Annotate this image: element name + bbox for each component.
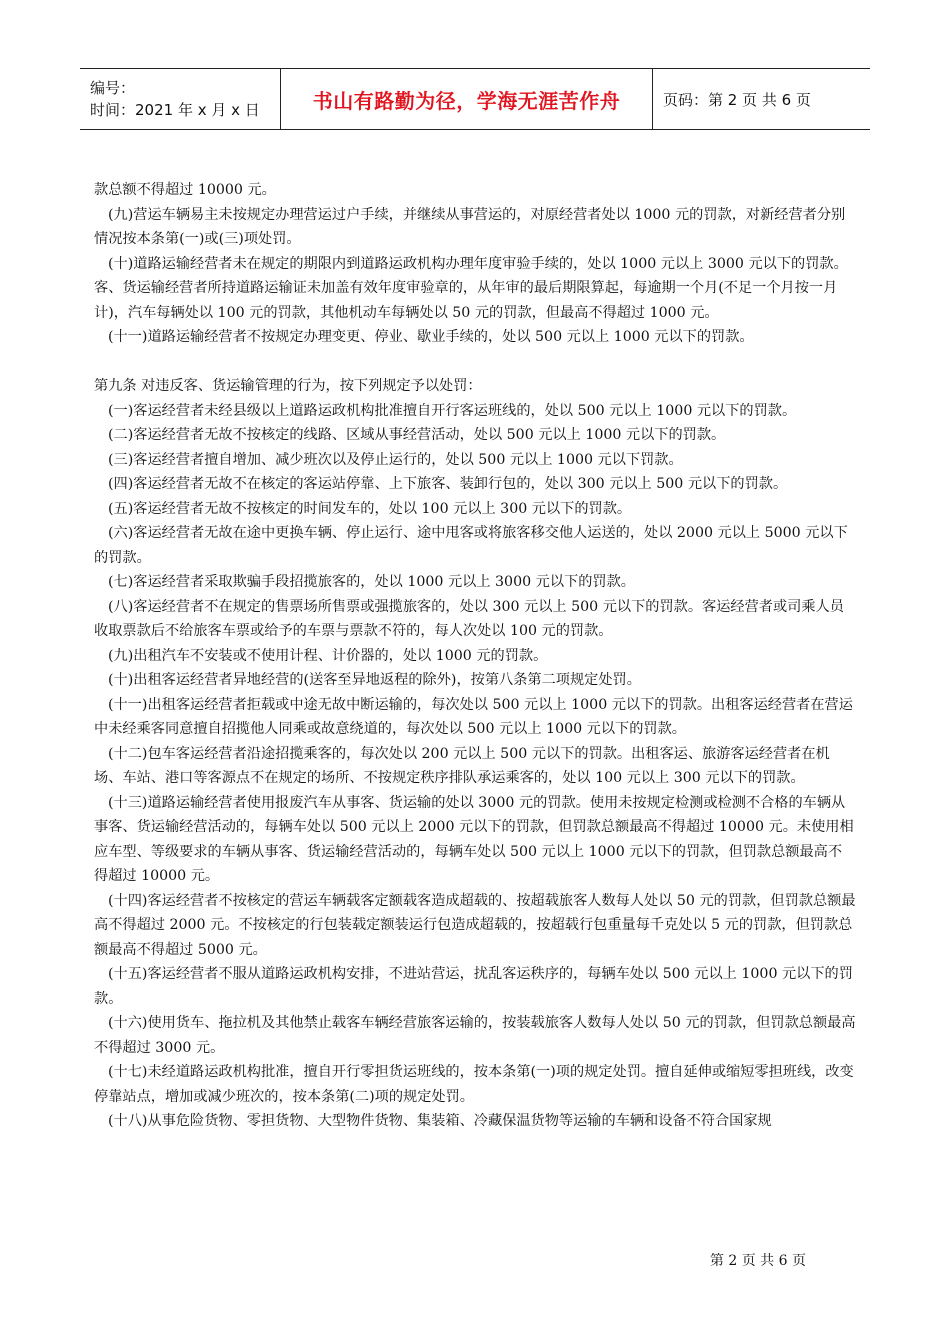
paragraph: (十五)客运经营者不服从道路运政机构安排，不进站营运，扰乱客运秩序的，每辆车处以 500 元以上 1000 元以下的罚款。 xyxy=(94,966,853,1007)
paragraph: (六)客运经营者无故在途中更换车辆、停止运行、途中甩客或将旅客移交他人运送的，处以 2000 元以上 5000 元以下的罚款。 xyxy=(94,525,848,566)
paragraph: (八)客运经营者不在规定的售票场所售票或强揽旅客的，处以 300 元以上 500 元以下的罚款。客运经营者或司乘人员收取票款后不给旅客车票或给予的车票与票款不符的，每人次处以 100 元的罚款。 xyxy=(94,598,844,639)
paragraph: (九)营运车辆易主未按规定办理营运过户手续，并继续从事营运的，对原经营者处以 1000 元的罚款，对新经营者分别情况按本条第(一)或(三)项处罚。 xyxy=(94,206,846,247)
footer-page-number: 第 2 页 共 6 页 xyxy=(709,1253,806,1269)
paragraph: 款总额不得超过 10000 元。 xyxy=(94,182,276,198)
paragraph: (十)道路运输经营者未在规定的期限内到道路运政机构办理年度审验手续的，处以 1000 元以上 3000 元以下的罚款。客、货运输经营者所持道路运输证未加盖有效年度审验章的，从年审的最后期限算起，每逾期一个月(不足一个月按一月计)，汽车每辆处以 100 元的罚款，其他机动车每辆处以 50 元的罚款，但最高不得超过 1000 元。 xyxy=(94,255,848,321)
paragraph: (十八)从事危险货物、零担货物、大型物件货物、集装箱、冷藏保温货物等运输的车辆和设备不符合国家规 xyxy=(108,1113,772,1129)
header-page-cell xyxy=(653,69,870,129)
paragraph: (五)客运经营者无故不按核定的时间发车的，处以 100 元以上 300 元以下的罚款。 xyxy=(108,500,632,517)
document-body xyxy=(94,178,856,1134)
page-footer xyxy=(710,1250,806,1270)
paragraph: (三)客运经营者擅自增加、减少班次以及停止运行的，处以 500 元以上 1000 元以下罚款。 xyxy=(108,451,683,468)
header-motto: 书山有路勤为径，学海无涯苦作舟 xyxy=(312,88,621,113)
paragraph: (十三)道路运输经营者使用报废汽车从事客、货运输的处以 3000 元的罚款。使用未按规定检测或检测不合格的车辆从事客、货运输经营活动的，每辆车处以 500 元以上 2000 元以下的罚款，但罚款总额最高不得超过 10000 元。未使用相应车型、等级要求的车辆从事客、货运输经营活动的，每辆车处以 500 元以上 1000 元以下的罚款，但罚款总额最高不得超过 10000 元。 xyxy=(94,794,854,884)
document-number-label: 编号： xyxy=(90,79,136,97)
header-page-info: 页码：第 2 页 共 6 页 xyxy=(663,90,811,109)
paragraph: (十二)包车客运经营者沿途招揽乘客的，每次处以 200 元以上 500 元以下的罚款。出租客运、旅游客运经营者在机场、车站、港口等客源点不在规定的场所、不按规定秩序排队承运乘客的，处以 100 元以上 300 元以下的罚款。 xyxy=(94,745,830,786)
document-time-label: 时间：2021 年 x 月 x 日 xyxy=(90,101,260,119)
paragraph: (一)客运经营者未经县级以上道路运政机构批准擅自开行客运班线的，处以 500 元以上 1000 元以下的罚款。 xyxy=(108,402,797,419)
paragraph: (四)客运经营者无故不在核定的客运站停靠、上下旅客、装卸行包的，处以 300 元以上 500 元以下的罚款。 xyxy=(108,476,788,492)
header-motto-cell xyxy=(281,69,653,129)
paragraph: (十一)道路运输经营者不按规定办理变更、停业、歇业手续的，处以 500 元以上 1000 元以下的罚款。 xyxy=(108,329,754,345)
paragraph: (七)客运经营者采取欺骗手段招揽旅客的，处以 1000 元以上 3000 元以下的罚款。 xyxy=(108,574,635,590)
paragraph: (二)客运经营者无故不按核定的线路、区域从事经营活动，处以 500 元以上 1000 元以下的罚款。 xyxy=(108,427,726,443)
paragraph: (九)出租汽车不安装或不使用计程、计价器的，处以 1000 元的罚款。 xyxy=(108,647,548,664)
paragraph: (十六)使用货车、拖拉机及其他禁止载客车辆经营旅客运输的，按装载旅客人数每人处以 50 元的罚款，但罚款总额最高不得超过 3000 元。 xyxy=(94,1015,856,1056)
paragraph: (十四)客运经营者不按核定的营运车辆载客定额载客造成超载的、按超载旅客人数每人处以 50 元的罚款，但罚款总额最高不得超过 2000 元。不按核定的行包装载定额装运行包造成超载的，按超载行包重量每千克处以 5 元的罚款，但罚款总额最高不得超过 5000 元。 xyxy=(94,892,856,958)
page-header xyxy=(80,68,870,130)
paragraph: (十)出租客运经营者异地经营的(送客至异地返程的除外)，按第八条第二项规定处罚。 xyxy=(108,672,641,688)
header-meta-cell xyxy=(80,69,281,129)
paragraph: (十一)出租客运经营者拒载或中途无故中断运输的，每次处以 500 元以上 1000 元以下的罚款。出租客运经营者在营运中未经乘客同意擅自招揽他人同乘或故意绕道的，每次处以 500 元以上 1000 元以下的罚款。 xyxy=(94,696,853,737)
article-heading: 第九条 对违反客、货运输管理的行为，按下列规定予以处罚： xyxy=(94,378,482,394)
paragraph: (十七)未经道路运政机构批准，擅自开行零担货运班线的，按本条第(一)项的规定处罚。擅自延伸或缩短零担班线，改变停靠站点，增加或减少班次的，按本条第(二)项的规定处罚。 xyxy=(94,1064,854,1105)
